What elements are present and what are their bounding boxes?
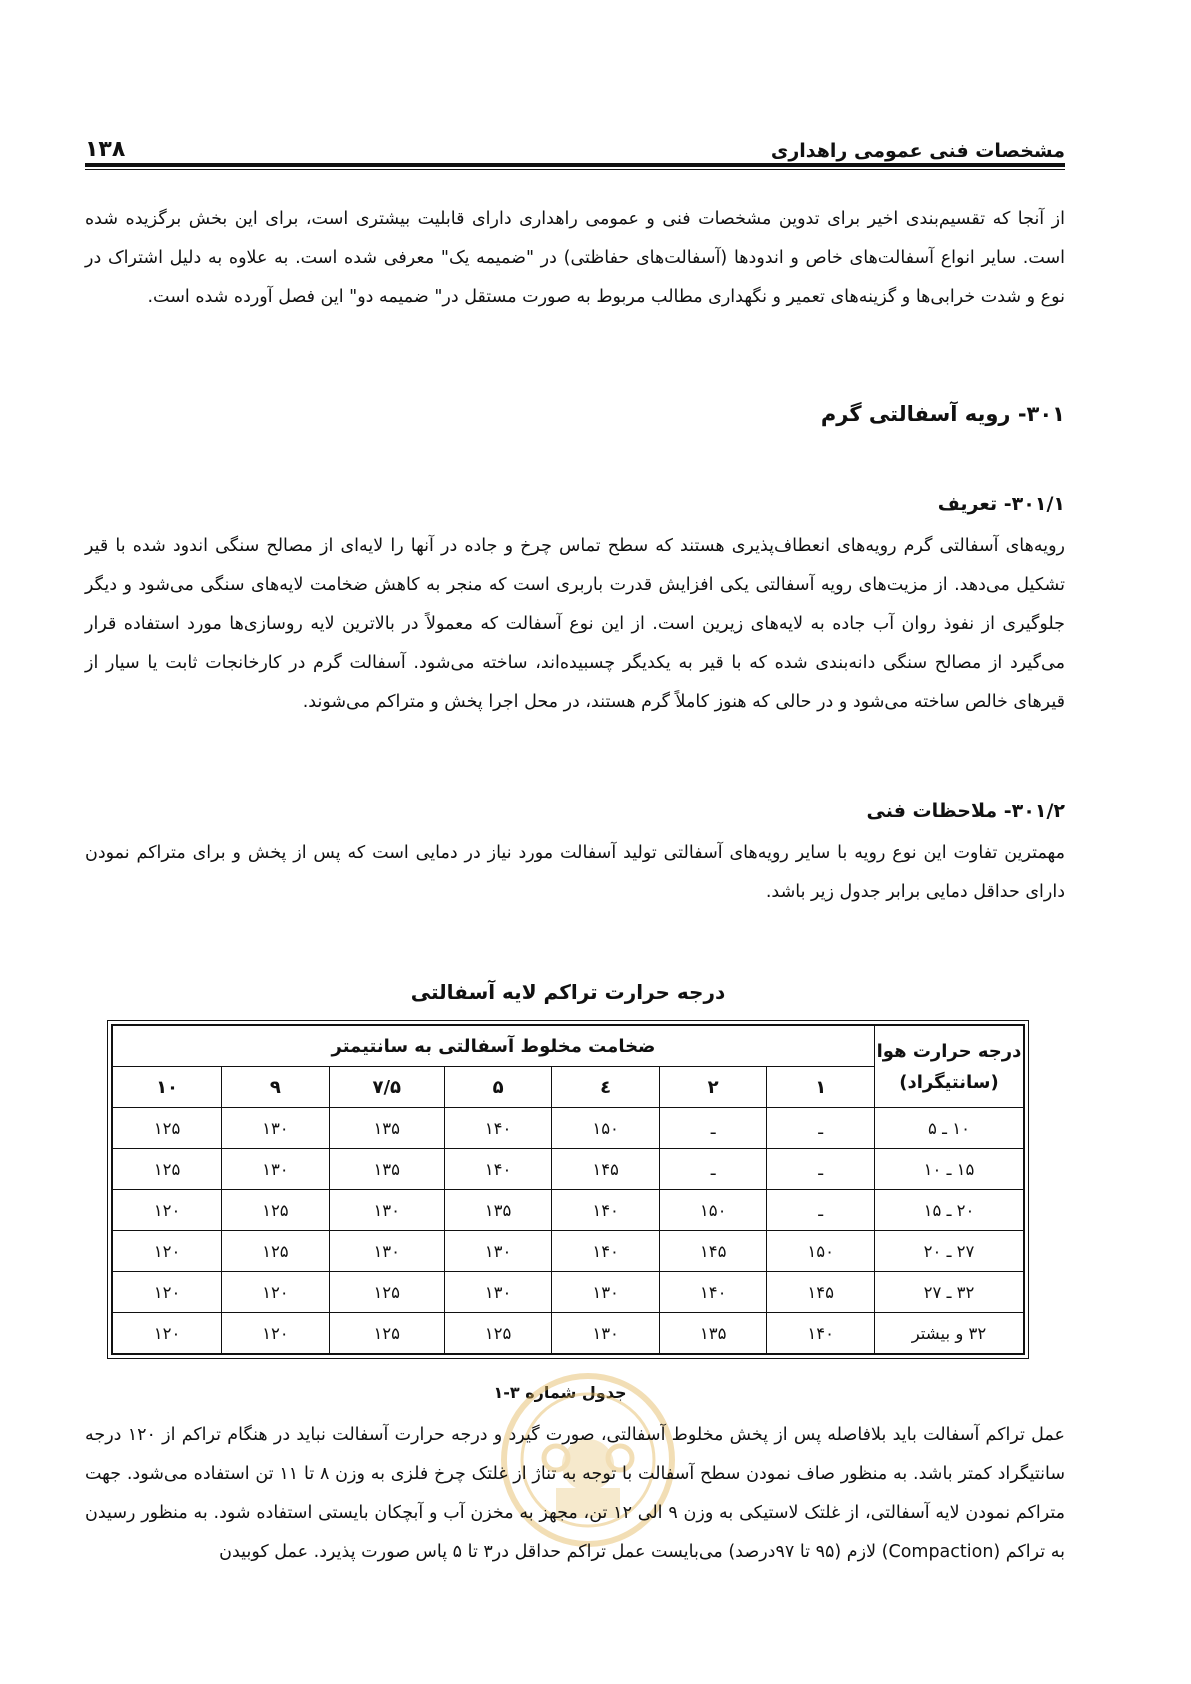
- table-cell: ـ: [767, 1190, 875, 1231]
- table-cell: ۱۳۰: [329, 1231, 444, 1272]
- table-cell: ۱۳۰: [222, 1149, 330, 1190]
- table-cell-temp: ۳۲ و بیشتر: [875, 1313, 1025, 1355]
- table-cell: ۱۲۰: [222, 1313, 330, 1355]
- table-cell: ۱۵۰: [552, 1108, 660, 1149]
- table-row: [112, 1190, 1024, 1231]
- running-title: مشخصات فنی عمومی راهداری: [770, 140, 1065, 162]
- table-cell: ۱۴۰: [552, 1190, 660, 1231]
- table-cell: ۱۲۰: [112, 1272, 222, 1313]
- section-heading-301-1: ۳۰۱/۱- تعریف: [937, 493, 1065, 515]
- table-cell-temp: ۲۷ ـ ۲۰: [875, 1231, 1025, 1272]
- table-cell: ۱۲۰: [222, 1272, 330, 1313]
- table-cell: ۱۲۵: [222, 1231, 330, 1272]
- table-cell: ـ: [767, 1108, 875, 1149]
- table-cell: ۱۳۵: [659, 1313, 767, 1355]
- page-number: ۱۳۸: [85, 137, 126, 162]
- table-cell: ۱۳۰: [552, 1272, 660, 1313]
- table-cell: ۱۳۵: [329, 1149, 444, 1190]
- table-cell: ۱۴۵: [767, 1272, 875, 1313]
- technical-notes-paragraph: مهمترین تفاوت این نوع رویه با سایر رویه‌های آسفالتی تولید آسفالت مورد نیاز در دمایی است که پس از پخش و برای متراکم نمودن دارای حداقل دمایی برابر جدول زیر باشد.: [85, 843, 1065, 902]
- running-header: [85, 126, 1065, 162]
- compaction-paragraph: عمل تراکم آسفالت باید بلافاصله پس از پخش مخلوط آسفالتی، صورت گیرد و درجه حرارت آسفالت نباید در هنگام تراکم از ۱۲۰ درجه سانتیگراد کمتر باشد. به منظور صاف نمودن سطح آسفالت با توجه به تناژ از غلتک چرخ فلزی به وزن ۸ تا ۱۱ تن استفاده می‌شود. جهت متراکم نمودن لایه آسفالتی، از غلتک لاستیکی به وزن ۹ الی ۱۲ تن، مجهز به مخزن آب و آبچکان بایستی استفاده شود. به منظور رسیدن به تراکم (Compaction) لازم (۹۵ تا ۹۷درصد) می‌بایست عمل تراکم حداقل در۳ تا ۵ پاس صورت پذیرد. عمل کوبیدن: [85, 1425, 1066, 1562]
- table-cell: ۱۴۰: [659, 1272, 767, 1313]
- table-cell: ۱۴۵: [552, 1149, 660, 1190]
- table-cell: ۱۲۵: [112, 1108, 222, 1149]
- table-cell-temp: ۱۰ ـ ۵: [875, 1108, 1025, 1149]
- table-cell: ۱۲۵: [444, 1313, 552, 1355]
- table-cell-temp: ۳۲ ـ ۲۷: [875, 1272, 1025, 1313]
- table-cell: ۱۲۵: [329, 1272, 444, 1313]
- thickness-col: ۹: [222, 1067, 330, 1108]
- table-row: [112, 1231, 1024, 1272]
- table-cell: ۱۴۰: [552, 1231, 660, 1272]
- intro-paragraph: از آنجا که تقسیم‌بندی اخیر برای تدوین مشخصات فنی و عمومی راهداری دارای قابلیت بیشتری است، برای این بخش برگزیده شده است. سایر انواع آسفالت‌های خاص و اندودها (آسفالت‌های حفاظتی) در "ضمیمه یک" معرفی شده است. به علاوه به دلیل اشتراک در نوع و شدت خرابی‌ها و گزینه‌های تعمیر و نگهداری مطالب مربوط به صورت مستقل در" ضمیمه دو" این فصل آورده شده است.: [85, 209, 1065, 307]
- table-row: [112, 1108, 1024, 1149]
- table-row: [112, 1313, 1024, 1355]
- table-cell: ۱۲۰: [112, 1190, 222, 1231]
- table-cell: ۱۳۰: [444, 1231, 552, 1272]
- table-cell: ۱۲۵: [329, 1313, 444, 1355]
- table-cell: ۱۵۰: [767, 1231, 875, 1272]
- table-cell: ـ: [767, 1149, 875, 1190]
- table-cell: ۱۳۰: [222, 1108, 330, 1149]
- table-cell: ۱۴۰: [444, 1149, 552, 1190]
- thickness-col: ۱: [767, 1067, 875, 1108]
- table-cell: ـ: [659, 1149, 767, 1190]
- table-cell: ۱۲۵: [112, 1149, 222, 1190]
- thickness-col: ۵: [444, 1067, 552, 1108]
- table-cell: ۱۴۵: [659, 1231, 767, 1272]
- section-heading-301: ۳۰۱- رویه آسفالتی گرم: [820, 402, 1065, 426]
- section-heading-301-2: ۳۰۱/۲- ملاحظات فنی: [866, 800, 1065, 822]
- air-temperature-header-label: درجه حرارت هوا: [876, 1040, 1022, 1062]
- thickness-col: ۲: [659, 1067, 767, 1108]
- air-temperature-header-unit: (سانتیگراد): [899, 1071, 999, 1093]
- table-cell: ۱۲۰: [112, 1313, 222, 1355]
- thickness-col: ۷/۵: [329, 1067, 444, 1108]
- table-cell: ۱۲۰: [112, 1231, 222, 1272]
- table-row: [112, 1149, 1024, 1190]
- air-temperature-header: [875, 1025, 1025, 1108]
- table-cell: ۱۳۰: [444, 1272, 552, 1313]
- thickness-col: ۱۰: [112, 1067, 222, 1108]
- table-caption: جدول شماره ۳-۱: [493, 1383, 627, 1402]
- table-cell: ۱۲۵: [222, 1190, 330, 1231]
- header-rule-thick: [85, 163, 1065, 167]
- thickness-header: ضخامت مخلوط آسفالتی به سانتیمتر: [112, 1025, 875, 1067]
- table-cell: ۱۴۰: [767, 1313, 875, 1355]
- table-cell-temp: ۲۰ ـ ۱۵: [875, 1190, 1025, 1231]
- table-cell-temp: ۱۵ ـ ۱۰: [875, 1149, 1025, 1190]
- table-cell: ۱۳۰: [329, 1190, 444, 1231]
- compaction-temperature-table: [111, 1024, 1025, 1355]
- header-rule-thin: [85, 169, 1065, 170]
- table-cell: ـ: [659, 1108, 767, 1149]
- table-cell: ۱۳۰: [552, 1313, 660, 1355]
- table-title: درجه حرارت تراکم لایه آسفالتی: [410, 980, 726, 1004]
- table-cell: ۱۳۵: [329, 1108, 444, 1149]
- table-cell: ۱۵۰: [659, 1190, 767, 1231]
- thickness-col: ٤: [552, 1067, 660, 1108]
- table-cell: ۱۴۰: [444, 1108, 552, 1149]
- table-cell: ۱۳۵: [444, 1190, 552, 1231]
- definition-paragraph: رویه‌های آسفالتی گرم رویه‌های انعطاف‌پذیری هستند که سطح تماس چرخ و جاده در آنها را لایه‌ای از مصالح سنگی اندود شده با قیر تشکیل می‌دهد. از مزیت‌های رویه آسفالتی یکی افزایش قدرت باربری است که منجر به کاهش ضخامت لایه‌های سنگی می‌شود و دیگر جلوگیری از نفوذ روان آب جاده به لایه‌های زیرین است. از این نوع آسفالت که معمولاً در بالاترین لایه روسازی‌ها مورد استفاده قرار می‌گیرد از مصالح سنگی دانه‌بندی شده که با قیر به یکدیگر چسبیده‌اند، ساخته می‌شود. آسفالت گرم در کارخانجات ثابت یا سیار از قیرهای خالص ساخته می‌شود و در حالی که هنوز کاملاً گرم هستند، در محل اجرا پخش و متراکم می‌شوند.: [85, 536, 1065, 712]
- table-row: [112, 1272, 1024, 1313]
